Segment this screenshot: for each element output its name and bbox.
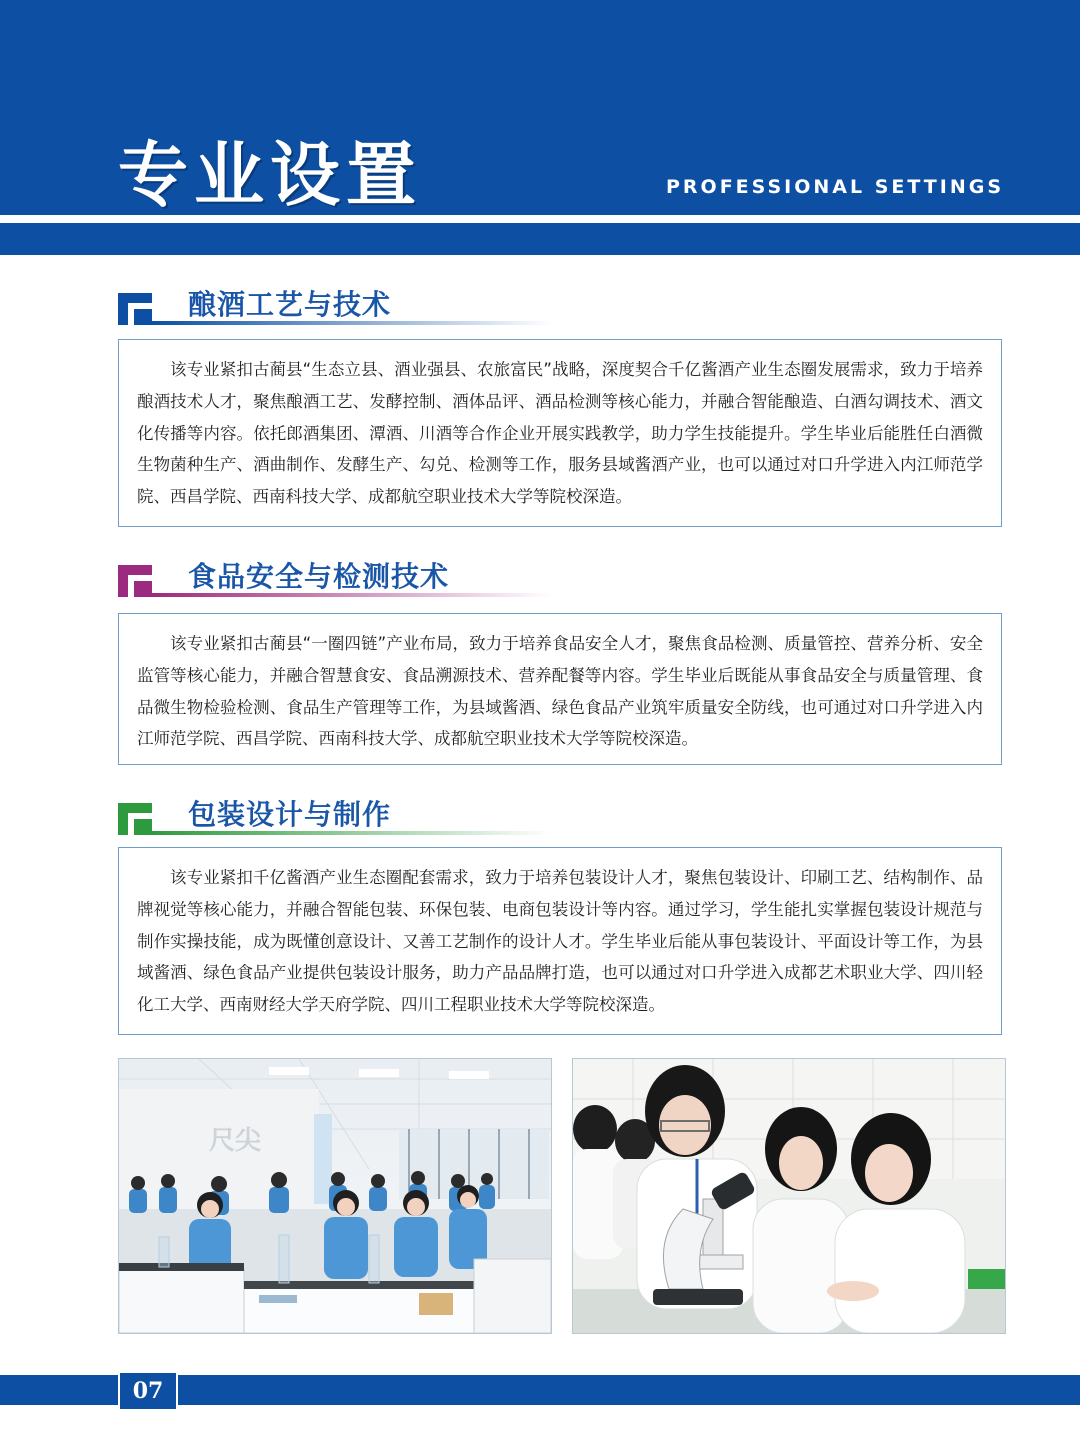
section-title: 包装设计与制作	[188, 798, 392, 831]
section-body-brewing	[118, 339, 1002, 527]
svg-text:尺尖: 尺尖	[209, 1126, 262, 1156]
section-text: 该专业紧扣古蔺县“生态立县、酒业强县、农旅富民”战略，深度契合千亿酱酒产业生态圈发展需求，致力于培养酿酒技术人才，聚焦酿酒工艺、发酵控制、酒体品评、酒品检测等核心能力，并融合智能酿造、白酒勾调技术、酒文化传播等内容。依托郎酒集团、潭酒、川酒等合作企业开展实践教学，助力学生技能提升。学生毕业后能胜任白酒微生物菌种生产、酒曲制作、发酵生产、勾兑、检测等工作，服务县域酱酒产业，也可以通过对口升学进入内江师范学院、西昌学院、西南科技大学、成都航空职业技术大学等院校深造。	[137, 360, 983, 507]
microscope-lab-image	[573, 1059, 1005, 1333]
photo-classroom-lab	[118, 1058, 552, 1334]
page-title: 专业设置	[118, 133, 422, 216]
page-number: 07	[118, 1371, 178, 1411]
section-marker-icon	[118, 803, 152, 835]
section-heading-packaging	[118, 793, 558, 839]
section-body-packaging	[118, 847, 1002, 1035]
section-marker-icon	[118, 293, 152, 325]
section-marker-icon	[118, 565, 152, 597]
section-text: 该专业紧扣古蔺县“一圈四链”产业布局，致力于培养食品安全人才，聚焦食品检测、质量管控、营养分析、安全监管等核心能力，并融合智慧食安、食品溯源技术、营养配餐等内容。学生毕业后既能从事食品安全与质量管理、食品微生物检验检测、食品生产管理等工作，为县域酱酒、绿色食品产业筑牢质量安全防线，也可通过对口升学进入内江师范学院、西昌学院、西南科技大学、成都航空职业技术大学等院校深造。	[137, 634, 983, 749]
page-subtitle-en: PROFESSIONAL SETTINGS	[666, 176, 1004, 198]
section-text: 该专业紧扣千亿酱酒产业生态圈配套需求，致力于培养包装设计人才，聚焦包装设计、印刷工艺、结构制作、品牌视觉等核心能力，并融合智能包装、环保包装、电商包装设计等内容。通过学习，学生能扎实掌握包装设计规范与制作实操技能，成为既懂创意设计、又善工艺制作的设计人才。学生毕业后能从事包装设计、平面设计等工作，为县域酱酒、绿色食品产业提供包装设计服务，助力产品品牌打造，也可以通过对口升学进入成都艺术职业大学、四川轻化工大学、西南财经大学天府学院、四川工程职业技术大学等院校深造。	[137, 868, 983, 1015]
classroom-lab-image	[119, 1059, 551, 1333]
page-header	[0, 0, 1080, 255]
section-body-food-safety	[118, 613, 1002, 765]
section-title: 食品安全与检测技术	[188, 560, 450, 593]
section-heading-food-safety	[118, 555, 558, 601]
photo-microscope-lab	[572, 1058, 1006, 1334]
section-title: 酿酒工艺与技术	[188, 288, 392, 321]
section-heading-brewing	[118, 283, 558, 329]
